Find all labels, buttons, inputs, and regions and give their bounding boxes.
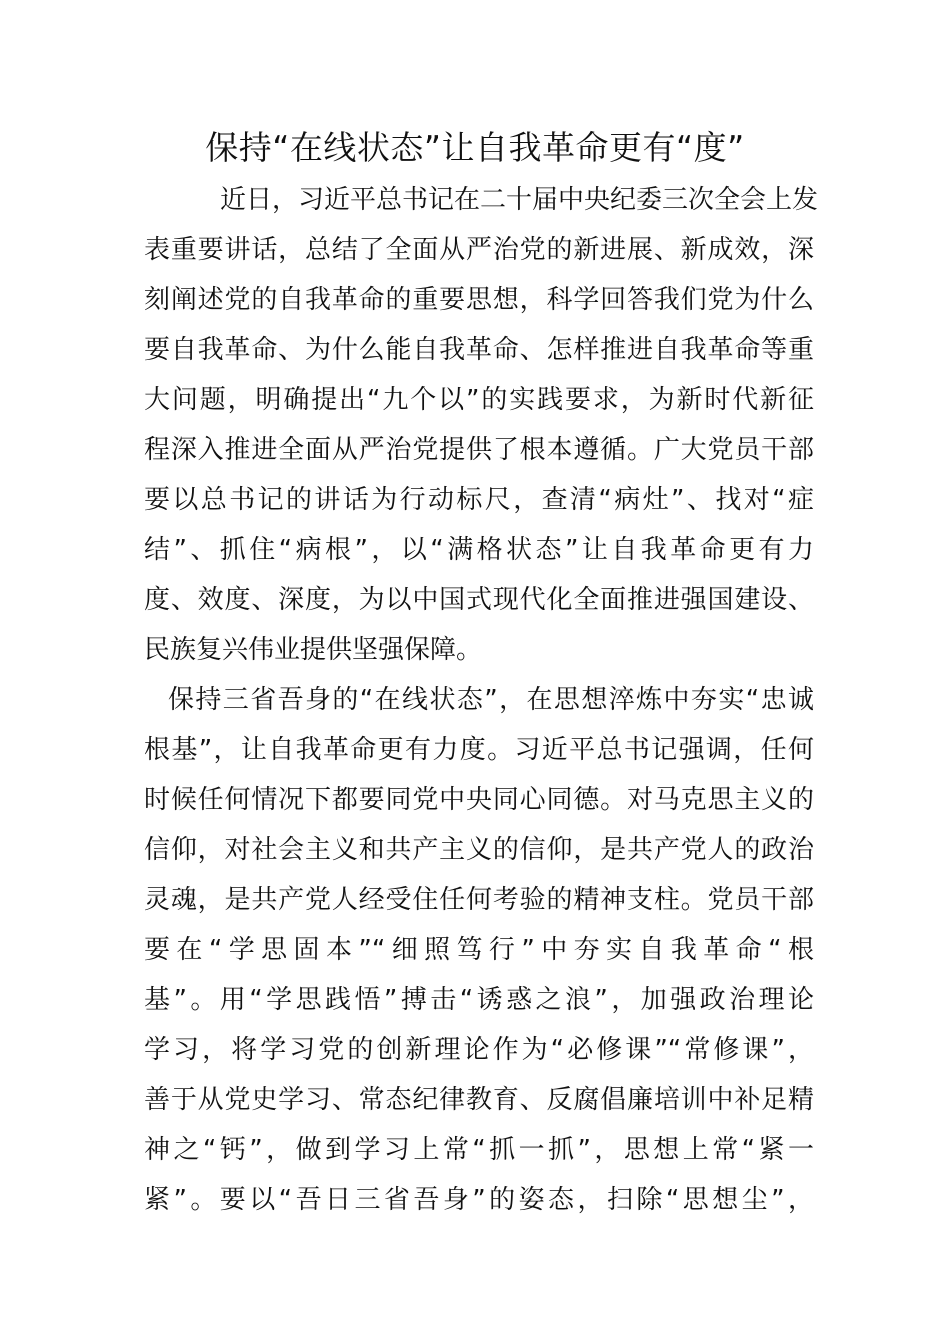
paragraph-line: 基”。用“学思践悟”搏击“诱惑之浪”，加强政治理论	[144, 985, 814, 1015]
paragraph-line: 要自我革命、为什么能自我革命、怎样推进自我革命等重	[144, 335, 814, 365]
document-title: 保持“在线状态”让自我革命更有“度”	[205, 128, 745, 167]
paragraph-line: 程深入推进全面从严治党提供了根本遵循。广大党员干部	[144, 435, 814, 465]
paragraph-line: 学习，将学习党的创新理论作为“必修课”“常修课”，	[144, 1035, 814, 1065]
paragraph-line: 民族复兴伟业提供坚强保障。	[144, 635, 483, 665]
paragraph-line: 保持三省吾身的“在线状态”，在思想淬炼中夯实“忠诚	[168, 685, 814, 715]
paragraph-line: 表重要讲话，总结了全面从严治党的新进展、新成效，深	[144, 235, 814, 265]
paragraph-line: 大问题，明确提出“九个以”的实践要求，为新时代新征	[144, 385, 814, 415]
paragraph-line: 要以总书记的讲话为行动标尺，查清“病灶”、找对“症	[144, 485, 814, 515]
paragraph-line: 神之“钙”，做到学习上常“抓一抓”，思想上常“紧一	[144, 1135, 814, 1165]
paragraph-line: 灵魂，是共产党人经受住任何考验的精神支柱。党员干部	[144, 885, 814, 915]
paragraph-line: 根基”，让自我革命更有力度。习近平总书记强调，任何	[144, 735, 814, 765]
paragraph-1	[144, 175, 819, 675]
paragraph-line: 近日，习近平总书记在二十届中央纪委三次全会上发	[220, 185, 819, 215]
paragraph-line: 刻阐述党的自我革命的重要思想，科学回答我们党为什么	[144, 285, 814, 315]
paragraph-line: 时候任何情况下都要同党中央同心同德。对马克思主义的	[144, 785, 814, 815]
paragraph-line: 度、效度、深度，为以中国式现代化全面推进强国建设、	[144, 585, 814, 615]
paragraph-2	[144, 675, 814, 1225]
paragraph-line: 善于从党史学习、常态纪律教育、反腐倡廉培训中补足精	[144, 1085, 814, 1115]
paragraph-line: 紧”。要以“吾日三省吾身”的姿态，扫除“思想尘”，	[144, 1185, 814, 1215]
paragraph-line: 要在“学思固本”“细照笃行”中夯实自我革命“根	[144, 935, 814, 965]
paragraph-line: 结”、抓住“病根”，以“满格状态”让自我革命更有力	[144, 535, 814, 565]
paragraph-line: 信仰，对社会主义和共产主义的信仰，是共产党人的政治	[144, 835, 814, 865]
